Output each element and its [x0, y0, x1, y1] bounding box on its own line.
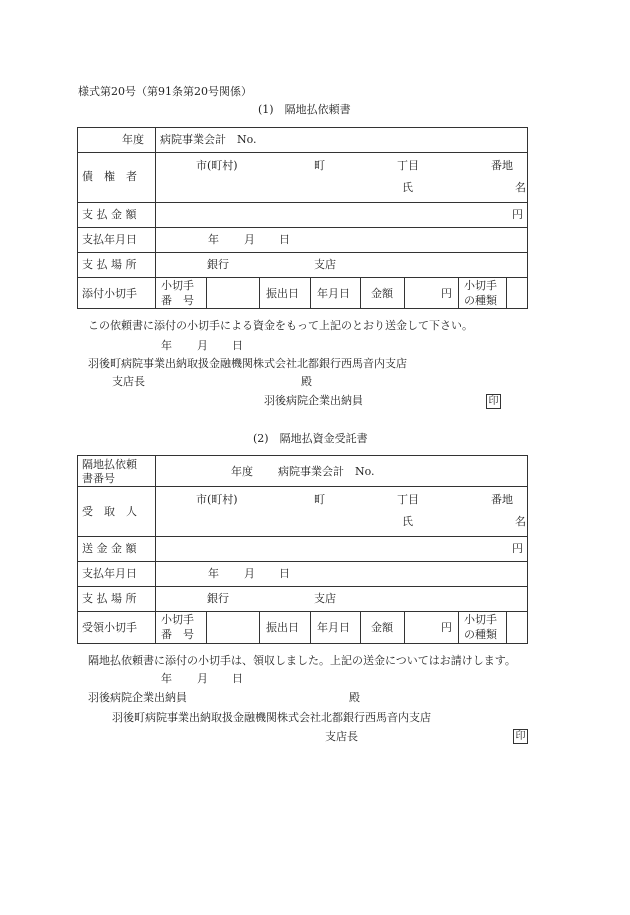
form-number: 様式第20号（第91条第20号関係） — [78, 85, 252, 98]
yen-unit: 円 — [512, 542, 523, 555]
town-label: 町 — [314, 493, 325, 506]
city-label: 市(町村) — [196, 159, 238, 172]
branch-label: 支店 — [314, 258, 336, 271]
banchi-label: 番地 — [491, 493, 513, 506]
payment-date-label: 支払年月日 — [82, 567, 137, 580]
date-line-day: 日 — [232, 339, 243, 352]
bank-addressee: 羽後町病院事業出納取扱金融機関株式会社北都銀行西馬音内支店 — [88, 357, 407, 370]
town-label: 町 — [314, 159, 325, 172]
issue-date-label: 振出日 — [266, 287, 299, 300]
date-line-year: 年 — [161, 339, 172, 352]
check-yen-unit: 円 — [441, 287, 452, 300]
year-label: 年 — [208, 567, 219, 580]
branch-manager-label: 支店長 — [112, 375, 145, 388]
date-line-year: 年 — [161, 672, 172, 685]
surname-label: 氏 — [402, 181, 413, 194]
date-line-month: 月 — [197, 339, 208, 352]
issue-date-label: 振出日 — [266, 621, 299, 634]
date-line-month: 月 — [197, 672, 208, 685]
fiscal-year-label: 年度 — [122, 133, 144, 146]
month-label: 月 — [244, 567, 255, 580]
check-amount-label: 金額 — [371, 621, 393, 634]
bank-label: 銀行 — [207, 592, 229, 605]
seal-stamp: 印 — [486, 394, 501, 409]
seal-stamp: 印 — [513, 729, 528, 744]
request-no-label-1: 隔地払依頼 — [82, 458, 137, 471]
check-number-label-2: 番 号 — [161, 294, 194, 307]
city-label: 市(町村) — [196, 493, 238, 506]
check-type-label-1: 小切手 — [464, 613, 497, 626]
payment-place-label: 支 払 場 所 — [82, 592, 137, 605]
check-type-label-2: の種類 — [464, 628, 497, 641]
day-label: 日 — [279, 567, 290, 580]
check-number-label-1: 小切手 — [161, 279, 194, 292]
addressee-name: 羽後病院企業出納員 — [88, 691, 187, 704]
check-type-label-1: 小切手 — [464, 279, 497, 292]
check-yen-unit: 円 — [441, 621, 452, 634]
chome-label: 丁目 — [397, 493, 419, 506]
check-amount-label: 金額 — [371, 287, 393, 300]
bank-sender: 羽後町病院事業出納取扱金融機関株式会社北都銀行西馬音内支店 — [112, 711, 431, 724]
hospital-account-number: 病院事業会計 No. — [278, 465, 375, 478]
date-line-day: 日 — [232, 672, 243, 685]
check-type-label-2: の種類 — [464, 294, 497, 307]
year-label: 年 — [208, 233, 219, 246]
ymd-label: 年月日 — [317, 621, 350, 634]
section1-title: (1) 隔地払依頼書 — [258, 103, 351, 116]
section2-title: (2) 隔地払資金受託書 — [253, 432, 368, 445]
receipt-text: 隔地払依頼書に添付の小切手は、領収しました。上記の送金についてはお請けします。 — [88, 654, 516, 667]
honorific-dono: 殿 — [301, 375, 312, 388]
branch-manager-label: 支店長 — [325, 730, 358, 743]
request-no-label-2: 書番号 — [82, 472, 115, 485]
ymd-label: 年月日 — [317, 287, 350, 300]
chome-label: 丁目 — [397, 159, 419, 172]
day-label: 日 — [279, 233, 290, 246]
fiscal-year-label: 年度 — [231, 465, 253, 478]
receiver-label: 受 取 人 — [82, 505, 137, 518]
month-label: 月 — [244, 233, 255, 246]
banchi-label: 番地 — [491, 159, 513, 172]
yen-unit: 円 — [512, 208, 523, 221]
bank-label: 銀行 — [207, 258, 229, 271]
check-number-label-2: 番 号 — [161, 628, 194, 641]
check-number-label-1: 小切手 — [161, 613, 194, 626]
hospital-account-number: 病院事業会計 No. — [160, 133, 257, 146]
given-name-label: 名 — [515, 515, 526, 528]
payment-place-label: 支 払 場 所 — [82, 258, 137, 271]
remittance-amount-label: 送 金 金 額 — [82, 542, 137, 555]
attached-check-label: 添付小切手 — [82, 287, 137, 300]
branch-label: 支店 — [314, 592, 336, 605]
payment-amount-label: 支 払 金 額 — [82, 208, 137, 221]
creditor-label: 債 権 者 — [82, 170, 137, 183]
received-check-label: 受領小切手 — [82, 621, 137, 634]
sender-name: 羽後病院企業出納員 — [264, 394, 363, 407]
surname-label: 氏 — [402, 515, 413, 528]
given-name-label: 名 — [515, 181, 526, 194]
request-text: この依頼書に添付の小切手による資金をもって上記のとおり送金して下さい。 — [88, 319, 473, 332]
payment-date-label: 支払年月日 — [82, 233, 137, 246]
honorific-dono: 殿 — [349, 691, 360, 704]
